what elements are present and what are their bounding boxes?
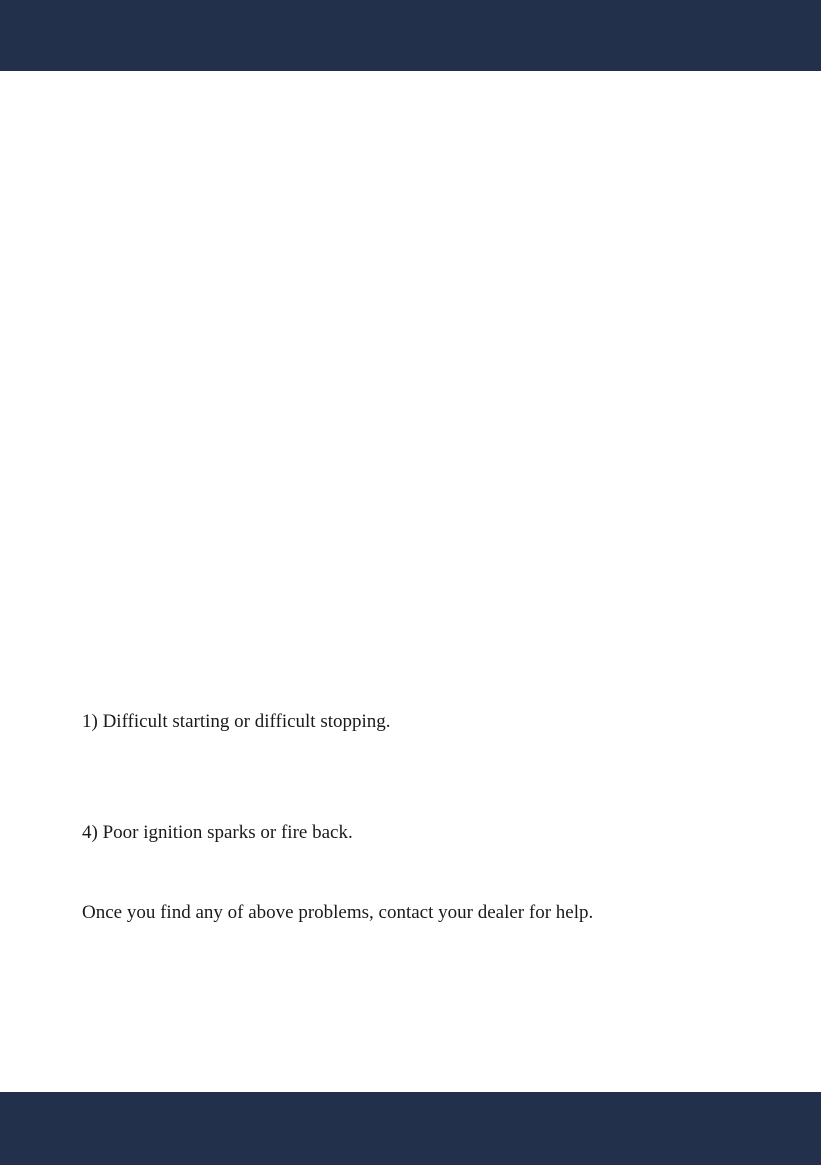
problem-item-1: 1) Difficult starting or difficult stopping. <box>82 711 391 732</box>
problem-item-4: 4) Poor ignition sparks or fire back. <box>82 822 353 843</box>
closing-instruction: Once you find any of above problems, contact your dealer for help. <box>82 902 594 923</box>
header-band <box>0 0 821 71</box>
footer-band <box>0 1092 821 1165</box>
